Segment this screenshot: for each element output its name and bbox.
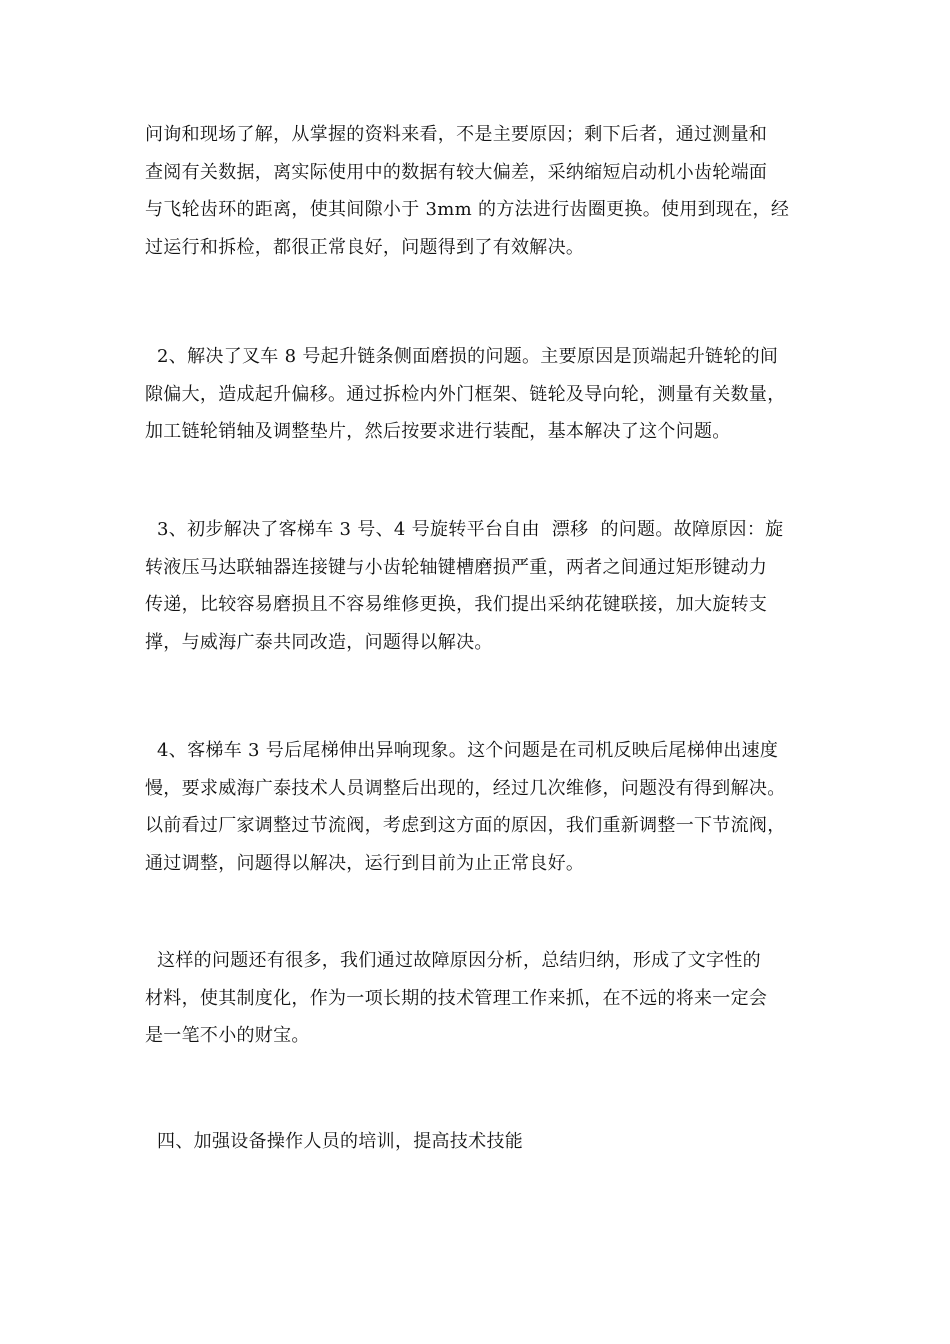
text-line: 转液压马达联轴器连接键与小齿轮轴键槽磨损严重，两者之间通过矩形键动力 — [145, 556, 768, 578]
section-heading-training — [145, 1123, 805, 1161]
text-line: 查阅有关数据，离实际使用中的数据有较大偏差，采纳缩短启动机小齿轮端面 — [145, 161, 768, 183]
paragraph-gear-ring-fix — [145, 116, 805, 266]
text-line: 3、初步解决了客梯车 3 号、4 号旋转平台自由 漂移 的问题。故障原因：旋 — [145, 519, 784, 540]
text-line: 撑，与威海广泰共同改造，问题得以解决。 — [145, 631, 493, 653]
text-line: 2、解决了叉车 8 号起升链条侧面磨损的问题。主要原因是顶端起升链轮的间 — [145, 346, 779, 367]
text-line: 过运行和拆检，都很正常良好，问题得到了有效解决。 — [145, 236, 585, 258]
text-line: 问询和现场了解，从掌握的资料来看，不是主要原因；剩下后者，通过测量和 — [145, 124, 768, 145]
text-line: 4、客梯车 3 号后尾梯伸出异响现象。这个问题是在司机反映后尾梯伸出速度 — [145, 740, 779, 761]
text-line: 与飞轮齿环的距离，使其间隙小于 3mm 的方法进行齿圈更换。使用到现在，经 — [145, 199, 790, 220]
text-line: 是一笔不小的财宝。 — [145, 1025, 310, 1046]
paragraph-item-2-forklift-chain — [145, 338, 805, 451]
text-line: 四、加强设备操作人员的培训，提高技术技能 — [145, 1131, 524, 1152]
text-line: 以前看过厂家调整过节流阀，考虑到这方面的原因，我们重新调整一下节流阀， — [145, 815, 786, 836]
paragraph-item-4-rear-ladder-noise — [145, 732, 805, 882]
text-line: 慢，要求威海广泰技术人员调整后出现的，经过几次维修，问题没有得到解决。 — [145, 777, 786, 799]
text-line: 加工链轮销轴及调整垫片，然后按要求进行装配，基本解决了这个问题。 — [145, 421, 731, 442]
text-line: 传递，比较容易磨损且不容易维修更换，我们提出采纳花键联接，加大旋转支 — [145, 594, 768, 615]
text-line: 材料，使其制度化，作为一项长期的技术管理工作来抓，在不远的将来一定会 — [145, 987, 768, 1009]
text-line: 这样的问题还有很多，我们通过故障原因分析，总结归纳，形成了文字性的 — [145, 950, 761, 971]
text-line: 通过调整，问题得以解决，运行到目前为止正常良好。 — [145, 852, 585, 874]
paragraph-summary — [145, 942, 805, 1055]
paragraph-item-3-platform-drift — [145, 511, 805, 661]
text-line: 隙偏大，造成起升偏移。通过拆检内外门框架、链轮及导向轮，测量有关数量， — [145, 383, 786, 405]
